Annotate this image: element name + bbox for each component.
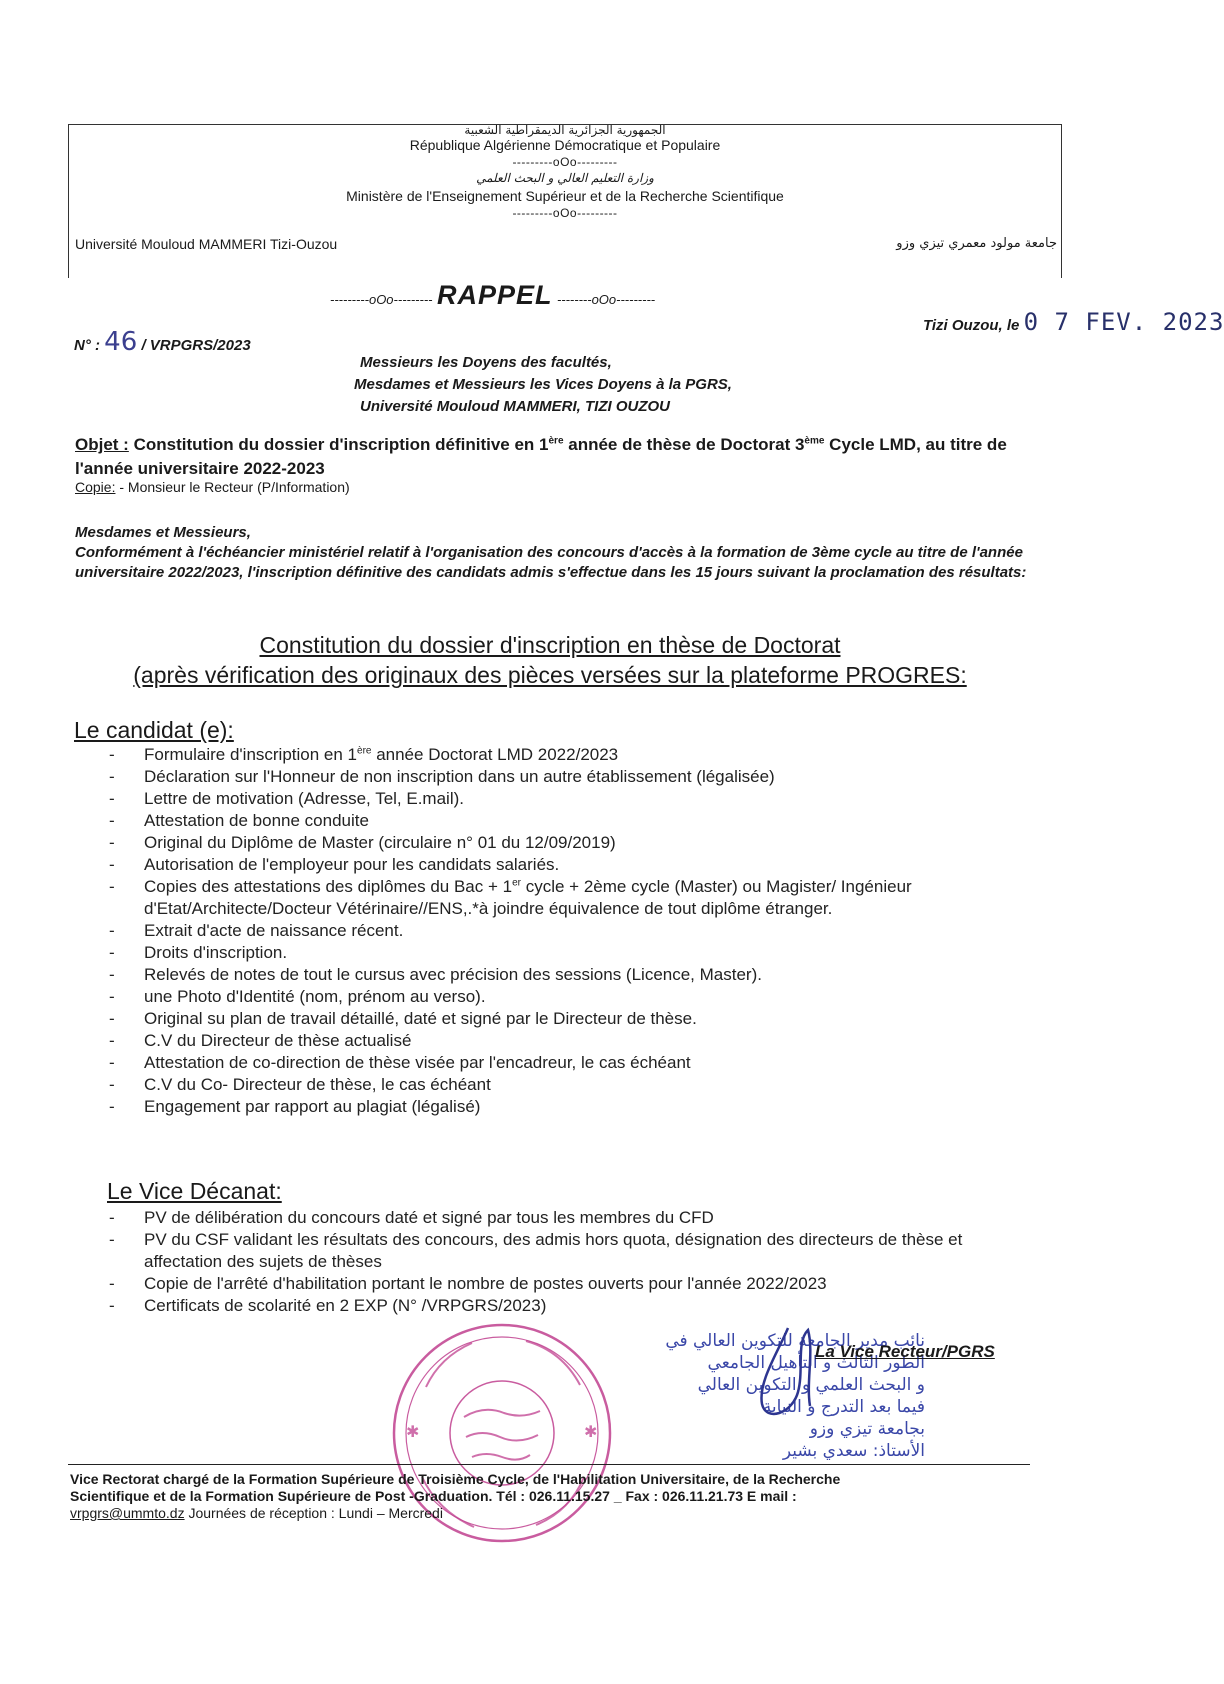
header-separator: ---------oOo---------: [512, 206, 618, 220]
vice-decanat-document-list: [109, 1207, 1034, 1317]
svg-text:✱: ✱: [406, 1422, 420, 1441]
list-item: - Déclaration sur l'Honneur de non inscription dans un autre établissement (légalisée): [109, 766, 989, 788]
object: [75, 433, 1035, 481]
section-title-line1: Constitution du dossier d'inscription en thèse de Doctorat: [259, 632, 841, 658]
list-item: - C.V du Directeur de thèse actualisé: [109, 1030, 989, 1052]
list-item: - Certificats de scolarité en 2 EXP (N° /VRPGRS/2023): [109, 1295, 1034, 1317]
list-item: - Copie de l'arrêté d'habilitation portant le nombre de postes ouverts pour l'année 2022/2023: [109, 1273, 1034, 1295]
recipient-line: Messieurs les Doyens des facultés,: [360, 354, 612, 371]
intro: [75, 523, 1035, 583]
rappel-separator-left: ---------oOo---------: [330, 292, 433, 307]
list-item: - Original su plan de travail détaillé, daté et signé par le Directeur de thèse.: [109, 1008, 989, 1030]
rappel-separator-right: --------oOo---------: [556, 292, 656, 307]
list-item: [109, 876, 989, 920]
stamp-line: و البحث العلمي و التكوين العالي: [697, 1375, 925, 1395]
recipient-line: Université Mouloud MAMMERI, TIZI OUZOU: [360, 398, 670, 415]
object-text: Cycle LMD, au titre de l'année universitaire 2022-2023: [75, 435, 1007, 478]
reference-prefix: N° :: [74, 337, 100, 354]
date-stamp: 0 7 FEV. 2023: [1023, 308, 1224, 336]
list-item: - PV du CSF validant les résultats des concours, des admis hors quota, désignation des directeurs de thèse et affectation des sujets de thèses: [109, 1229, 1034, 1273]
email-link[interactable]: vrpgrs@ummto.dz: [70, 1505, 185, 1521]
object-text: année de thèse de Doctorat 3: [568, 435, 805, 454]
reference-suffix: / VRPGRS/2023: [141, 337, 251, 354]
superscript: er: [512, 877, 521, 889]
header-university: Université Mouloud MAMMERI Tizi-Ouzou: [75, 236, 338, 252]
object-text: Constitution du dossier d'inscription définitive en 1: [133, 435, 549, 454]
reference-handwritten-number: 46: [104, 327, 138, 357]
list-item: - PV de délibération du concours daté et signé par tous les membres du CFD: [109, 1207, 1034, 1229]
item-text: cycle + 2ème cycle (Master) ou Magister/ Ingénieur d'Etat/Architecte/Docteur Vétérinaire//ENS,.*à joindre équivalence de tout diplôme étranger.: [144, 877, 912, 918]
handwritten-signature: [748, 1322, 828, 1432]
candidate-heading: Le candidat (e):: [74, 717, 234, 743]
list-item: - Attestation de bonne conduite: [109, 810, 989, 832]
header-box: [68, 124, 1062, 278]
header-ministry: Ministère de l'Enseignement Supérieur et de la Recherche Scientifique: [346, 188, 784, 204]
reference-number: [74, 327, 251, 357]
footer-divider: [68, 1464, 1030, 1465]
list-item: - Original du Diplôme de Master (circulaire n° 01 du 12/09/2019): [109, 832, 989, 854]
list-item: - Relevés de notes de tout le cursus avec précision des sessions (Licence, Master).: [109, 964, 989, 986]
footer-contact: [70, 1505, 1030, 1522]
svg-text:✱: ✱: [584, 1422, 598, 1441]
header-separator: ---------oOo---------: [512, 155, 618, 169]
stamp-line: بجامعة تيزي وزو: [809, 1419, 925, 1439]
candidate-document-list: [109, 744, 989, 1118]
footer-line: Scientifique et de la Formation Supérieure de Post -Graduation. Tél : 026.11.15.27 _ Fax : 026.11.21.73 E mail :: [70, 1488, 797, 1504]
header-arabic-university: جامعة مولود معمري تيزي وزو: [896, 236, 1057, 251]
header-arabic-republic: الجمهورية الجزائرية الديمقراطية الشعبية: [464, 123, 666, 137]
item-text: Formulaire d'inscription en 1: [144, 745, 358, 764]
intro-body: Conformément à l'échéancier ministériel relatif à l'organisation des concours d'accès à la formation de 3ème cycle au titre de l'année universitaire 2022/2023, l'inscription définitive des candidats admis s'effectue dans les 15 jours suivant la proclamation des résultats:: [75, 544, 1027, 581]
copy-text: - Monsieur le Recteur (P/Information): [115, 479, 350, 495]
list-item: - Engagement par rapport au plagiat (légalisé): [109, 1096, 989, 1118]
list-item: - Lettre de motivation (Adresse, Tel, E.mail).: [109, 788, 989, 810]
footer-line: Vice Rectorat chargé de la Formation Supérieure de Troisième Cycle, de l'Habilitation Universitaire, de la Recherche: [70, 1471, 841, 1487]
list-item: - Attestation de co-direction de thèse visée par l'encadreur, le cas échéant: [109, 1052, 989, 1074]
rappel-heading: [330, 280, 655, 311]
section-title-line2: (après vérification des originaux des pièces versées sur la plateforme PROGRES:: [133, 662, 967, 688]
stamp-line: الأستاذ: سعدي بشير: [782, 1441, 925, 1461]
place-date: [923, 308, 1224, 336]
list-item: - Droits d'inscription.: [109, 942, 989, 964]
vice-decanat-heading: Le Vice Décanat:: [107, 1178, 282, 1204]
superscript: ère: [357, 745, 372, 757]
rappel-title: RAPPEL: [436, 280, 553, 310]
item-text: Copies des attestations des diplômes du Bac + 1: [144, 877, 513, 896]
stamp-line: فيما بعد التدرج و النيابة: [762, 1397, 925, 1417]
recipient-line: Mesdames et Messieurs les Vices Doyens à la PGRS,: [354, 376, 732, 393]
list-item: [109, 744, 989, 766]
reception-days: Journées de réception : Lundi – Mercredi: [184, 1505, 443, 1521]
footer: [70, 1471, 1030, 1522]
list-item: - une Photo d'Identité (nom, prénom au verso).: [109, 986, 989, 1008]
list-item: - Extrait d'acte de naissance récent.: [109, 920, 989, 942]
place: Tizi Ouzou, le: [923, 317, 1020, 334]
greeting: Mesdames et Messieurs,: [75, 524, 251, 541]
list-item: - C.V du Co- Directeur de thèse, le cas échéant: [109, 1074, 989, 1096]
item-text: année Doctorat LMD 2022/2023: [371, 745, 619, 764]
stamp-line: الطور الثالث و التأهيل الجامعي: [707, 1353, 925, 1373]
header-arabic-ministry: وزارة التعليم العالي و البحث العلمي: [476, 171, 654, 185]
section-title: [70, 630, 1030, 690]
stamp-line: نائب مدير الجامعة للتكوين العالي في: [665, 1331, 925, 1351]
copy-label: Copie:: [75, 479, 116, 495]
recipients: [354, 352, 732, 418]
superscript: ère: [548, 435, 564, 447]
signature-title: La Vice Recteur/PGRS: [815, 1342, 995, 1361]
header-republic: République Algérienne Démocratique et Populaire: [409, 137, 721, 153]
copy-line: [75, 479, 350, 495]
list-item: - Autorisation de l'employeur pour les candidats salariés.: [109, 854, 989, 876]
object-label: Objet :: [75, 435, 129, 454]
superscript: ème: [804, 435, 825, 447]
